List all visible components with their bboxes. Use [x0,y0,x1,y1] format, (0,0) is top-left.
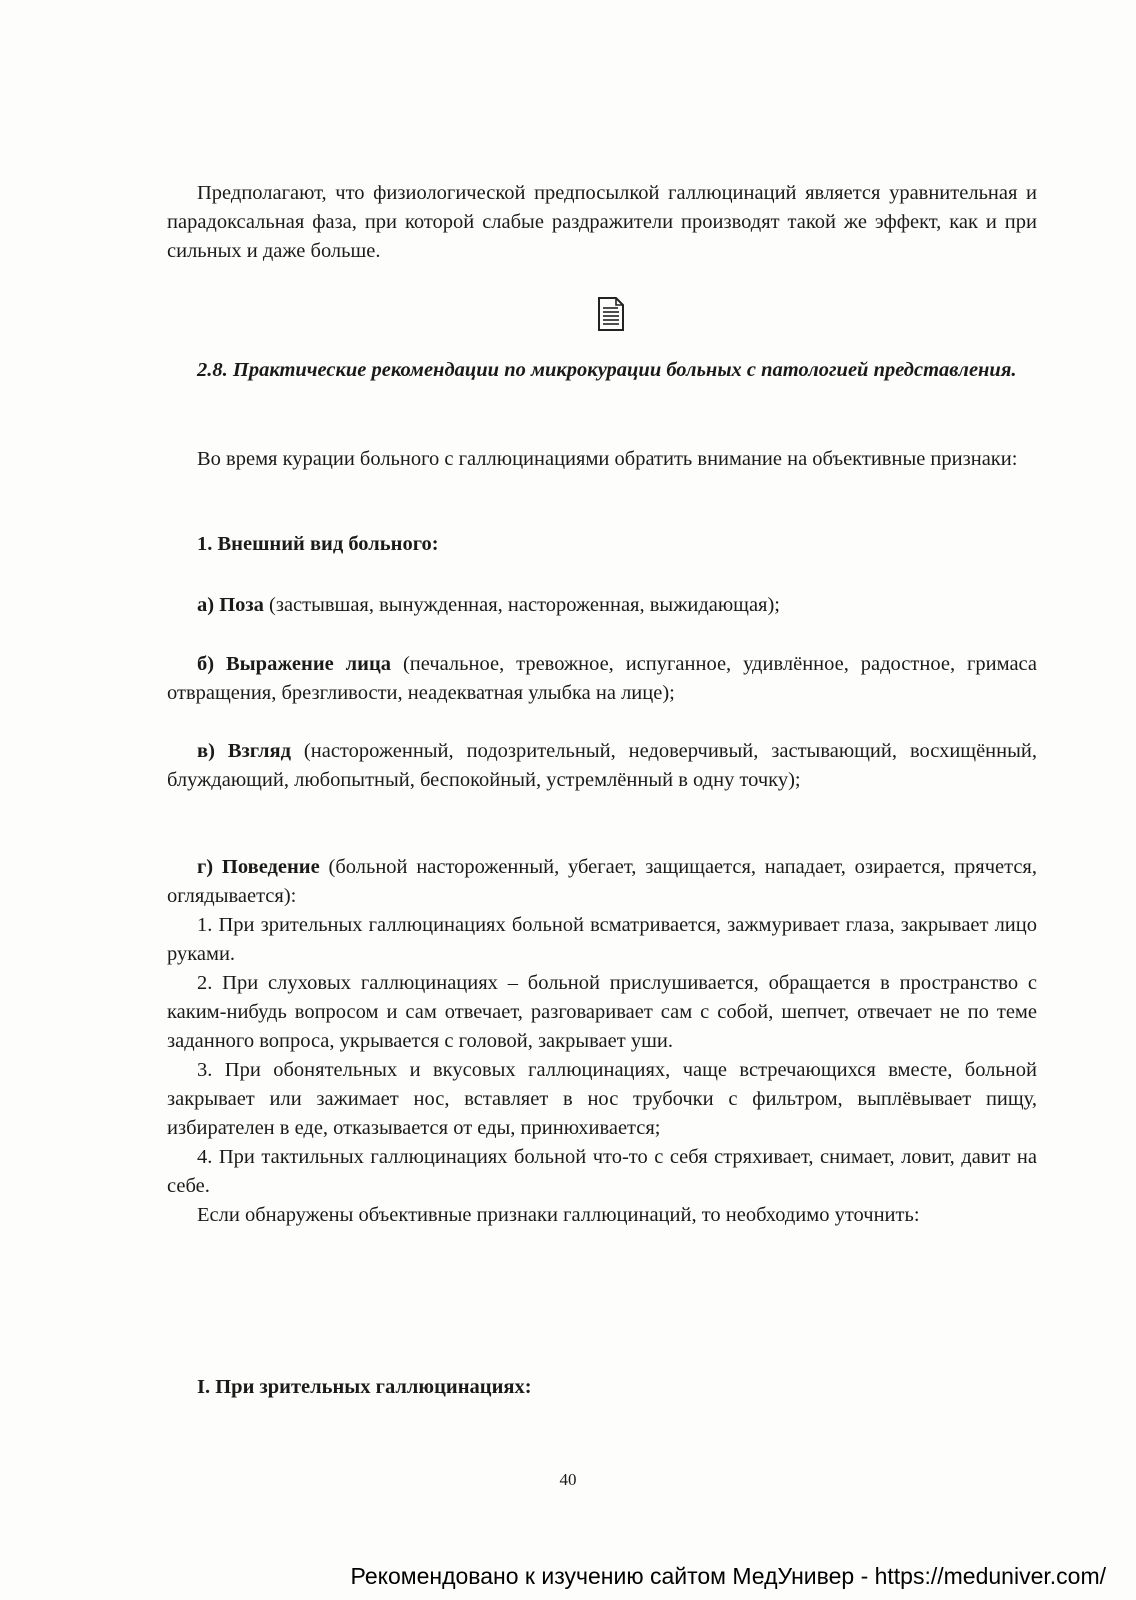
item-external-appearance: 1. Внешний вид больного: [197,533,439,555]
item-v-gaze [167,737,1037,795]
item-v-label: в) Взгляд [197,740,291,762]
document-icon [596,296,626,332]
item-b-text: (печальное, тревожное, испуганное, удивлённое, радостное, гримаса отвращения, брезгливости, неадекватная улыбка на лице); [167,653,1037,704]
intro-text: Предполагают, что физиологической предпосылкой галлюцинаций является уравнительная и парадоксальная фаза, при которой слабые раздражители производят такой же эффект, как и при сильных и даже больше. [167,182,1037,262]
point-3: 3. При обонятельных и вкусовых галлюцинациях, чаще встречающихся вместе, больной закрывает или зажимает нос, вставляет в нос трубочки с фильтром, выплёвывает пищу, избирателен в еде, отказывается от еды, принюхивается; [167,1059,1037,1139]
item-g-text: (больной настороженный, убегает, защищается, нападает, озирается, прячется, оглядывается): [167,856,1037,907]
item-g-label: г) Поведение [197,856,320,878]
point-2: 2. При слуховых галлюцинациях – больной прислушивается, обращается в пространство с каким-нибудь вопросом и сам отвечает, разговаривает сам с собой, шепчет, отвечает не по теме заданного вопроса, укрывается с головой, закрывает уши. [167,972,1037,1052]
conclusion: Если обнаружены объективные признаки галлюцинаций, то необходимо уточнить: [197,1204,920,1226]
intro-paragraph [167,179,1037,266]
subheading-visual: I. При зрительных галлюцинациях: [197,1376,532,1398]
item-b-label: б) Выражение лица [197,653,392,675]
section-heading: 2.8. Практические рекомендации по микрокурации больных с патологией представления. [197,359,1017,381]
item-a-label: а) Поза [197,594,264,616]
item-a-pose [167,591,1037,620]
footer-recommendation: Рекомендовано к изучению сайтом МедУнивер - https://meduniver.com/ [350,1563,1106,1589]
lead-paragraph: Во время курации больного с галлюцинациями обратить внимание на объективные признаки: [197,448,1018,470]
item-g-behavior [167,853,1037,1230]
item-a-text: (застывшая, вынужденная, настороженная, выжидающая); [263,594,781,616]
page-number: 40 [559,1470,577,1489]
point-4: 4. При тактильных галлюцинациях больной что-то с себя стряхивает, снимает, ловит, давит на себе. [167,1146,1037,1197]
item-v-text: (настороженный, подозрительный, недоверчивый, застывающий, восхищённый, блуждающий, любопытный, беспокойный, устремлённый в одну точку); [167,740,1037,791]
item-b-face [167,650,1037,708]
point-1: 1. При зрительных галлюцинациях больной всматривается, зажмуривает глаза, закрывает лицо руками. [167,914,1037,965]
